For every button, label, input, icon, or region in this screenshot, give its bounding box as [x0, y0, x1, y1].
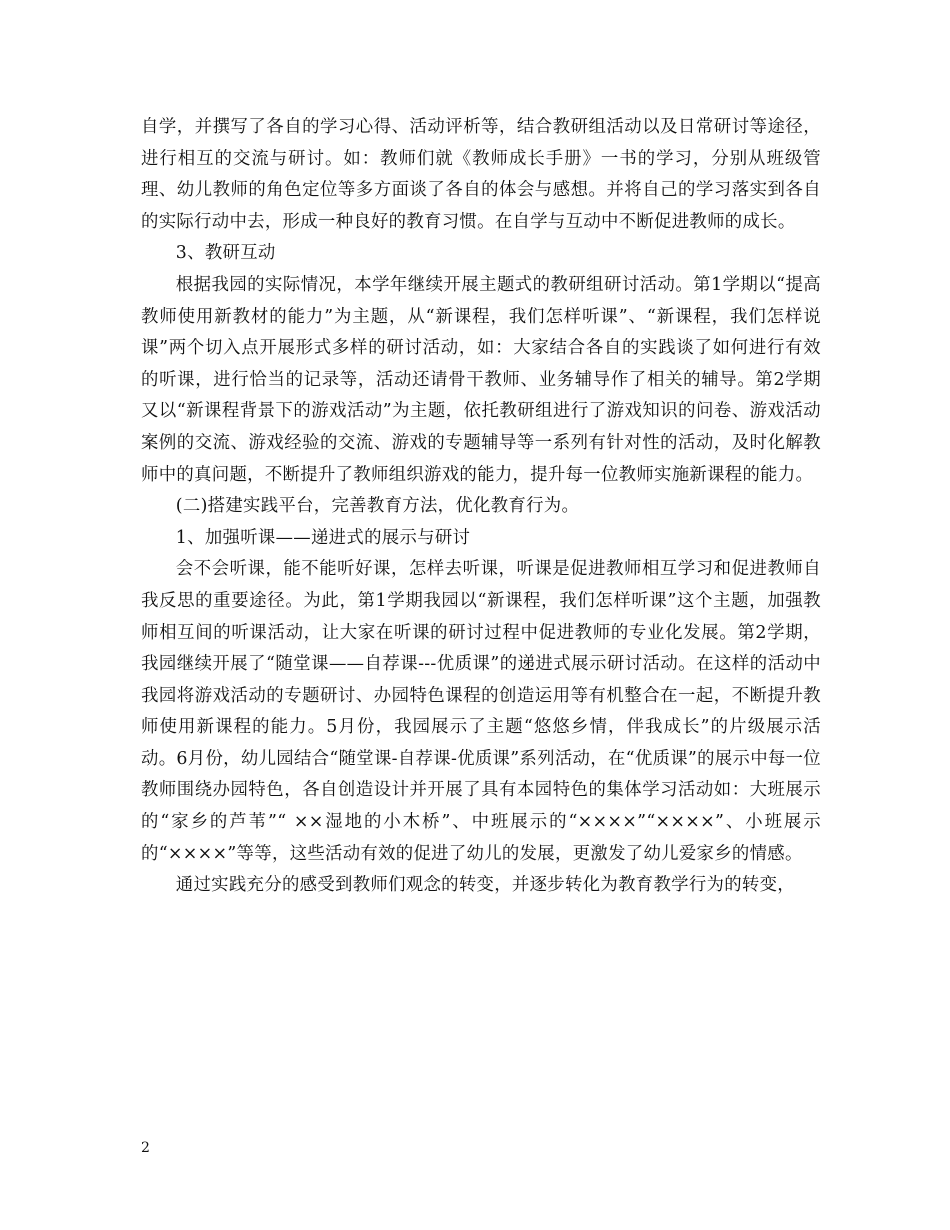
paragraph-practice-summary: 通过实践充分的感受到教师们观念的转变，并逐步转化为教育教学行为的转变，: [175, 875, 795, 896]
heading-strengthen-lesson-observation: 1、加强听课——递进式的展示与研讨: [175, 527, 471, 548]
document-body: [141, 112, 821, 902]
paragraph-lesson-observation: 会不会听课，能不能听好课，怎样去听课，听课是促进教师相互学习和促进教师自我反思的重要途径。为此，第1学期我园以“新课程，我们怎样听课”这个主题，加强教师相互间的听课活动，让大家在听课的研讨过程中促进教师的专业化发展。第2学期，我园继续开展了“随堂课——自荐课---优质课”的递进式展示研讨活动。在这样的活动中我园将游戏活动的专题研讨、办园特色课程的创造运用等有机整合在一起，不断提升教师使用新课程的能力。5月份，我园展示了主题“悠悠乡情，伴我成长”的片级展示活动。6月份，幼儿园结合“随堂课-自荐课-优质课”系列活动，在“优质课”的展示中每一位教师围绕办园特色，各自创造设计并开展了具有本园特色的集体学习活动如：大班展示的“家乡的芦苇”“ ××湿地的小木桥”、中班展示的“××××”“××××”、小班展示的“××××”等等，这些活动有效的促进了幼儿的发展，更激发了幼儿爱家乡的情感。: [141, 559, 821, 864]
paragraph-self-study: 自学，并撰写了各自的学习心得、活动评析等，结合教研组活动以及日常研讨等途径，进行相互的交流与研讨。如：教师们就《教师成长手册》一书的学习，分别从班级管理、幼儿教师的角色定位等多方面谈了各自的体会与感想。并将自己的学习落实到各自的实际行动中去，形成一种良好的教育习惯。在自学与互动中不断促进教师的成长。: [141, 117, 821, 232]
paragraph-research-activities: 根据我园的实际情况，本学年继续开展主题式的教研组研讨活动。第1学期以“提高教师使用新教材的能力”为主题，从“新课程，我们怎样听课”、“新课程，我们怎样说课”两个切入点开展形式多样的研讨活动，如：大家结合各自的实践谈了如何进行有效的听课，进行恰当的记录等，活动还请骨干教师、业务辅导作了相关的辅导。第2学期又以“新课程背景下的游戏活动”为主题，依托教研组进行了游戏知识的问卷、游戏活动案例的交流、游戏经验的交流、游戏的专题辅导等一系列有针对性的活动，及时化解教师中的真问题，不断提升了教师组织游戏的能力，提升每一位教师实施新课程的能力。: [141, 274, 821, 485]
heading-practice-platform: (二)搭建实践平台，完善教育方法，优化教育行为。: [175, 496, 580, 517]
heading-teaching-research-interaction: 3、教研互动: [175, 243, 276, 264]
page-number: 2: [141, 1140, 150, 1156]
